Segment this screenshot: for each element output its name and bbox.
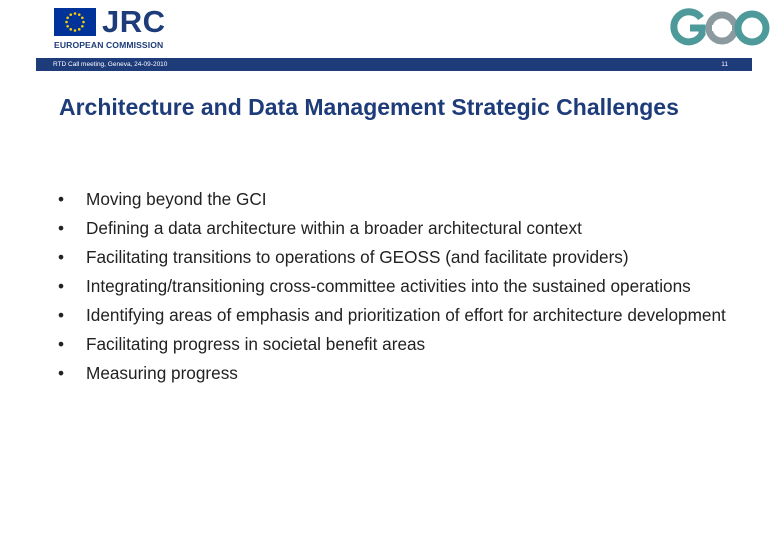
- eu-flag-icon: [54, 8, 96, 36]
- bullet-dot-icon: •: [58, 363, 65, 383]
- bullet-dot-icon: •: [58, 247, 65, 267]
- bullet-item: [58, 216, 738, 240]
- bullet-text: Measuring progress: [86, 363, 238, 383]
- bullet-list: [58, 187, 738, 390]
- bullet-item: [58, 332, 738, 356]
- bullet-item: [58, 274, 738, 298]
- bullet-text: Facilitating progress in societal benefit areas: [86, 334, 426, 354]
- bullet-text: Identifying areas of emphasis and prioritization of effort for architecture development: [86, 305, 726, 325]
- meeting-label: RTD Call meeting, Geneva, 24-09-2010: [53, 61, 168, 68]
- slide-title: Architecture and Data Management Strategic Challenges: [59, 94, 679, 120]
- bullet-dot-icon: •: [58, 218, 65, 238]
- jrc-wordmark: JRC: [102, 4, 166, 39]
- bullet-item: [58, 245, 738, 269]
- bullet-item: [58, 361, 738, 385]
- bullet-text: Integrating/transitioning cross-committee activities into the sustained operations: [86, 276, 691, 296]
- page-number: 11: [721, 61, 728, 68]
- geo-logo: [667, 3, 773, 53]
- header-bar: [36, 58, 752, 71]
- jrc-logo: [54, 6, 164, 54]
- bullet-dot-icon: •: [58, 276, 65, 296]
- bullet-dot-icon: •: [58, 334, 65, 354]
- bullet-dot-icon: •: [58, 189, 65, 209]
- bullet-item: [58, 187, 738, 211]
- bullet-item: [58, 303, 738, 327]
- bullet-text: Moving beyond the GCI: [86, 189, 267, 209]
- bullet-text: Defining a data architecture within a broader architectural context: [86, 218, 582, 238]
- bullet-text: Facilitating transitions to operations of GEOSS (and facilitate providers): [86, 247, 629, 267]
- bullet-dot-icon: •: [58, 305, 65, 325]
- european-commission-label: EUROPEAN COMMISSION: [54, 40, 164, 50]
